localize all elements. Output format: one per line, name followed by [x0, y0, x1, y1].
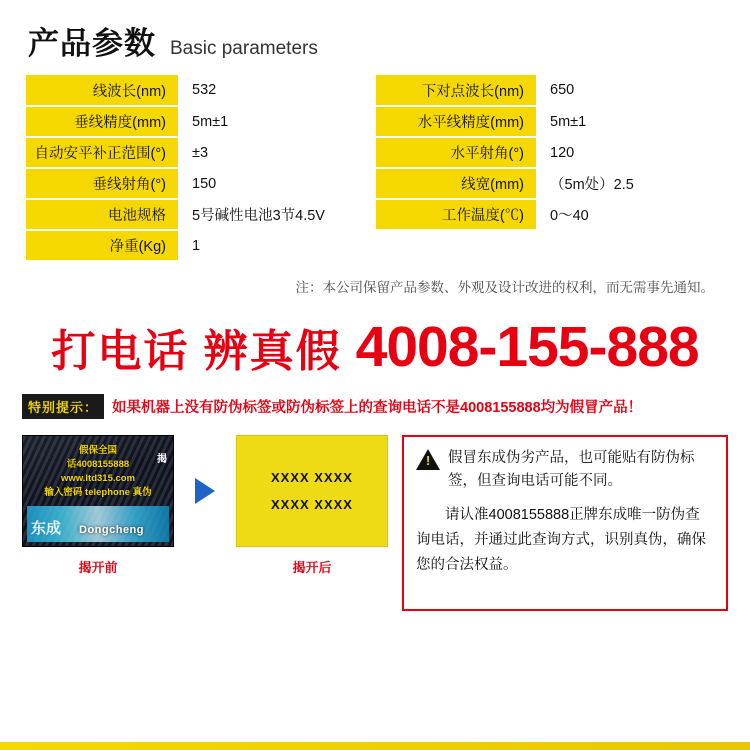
- sticker-line: 输入密码 telephone 真伪: [44, 487, 152, 498]
- sticker-line: 话4008155888: [66, 459, 130, 470]
- spec-value: 532: [178, 75, 376, 106]
- spec-key: 自动安平补正范围(°): [26, 137, 178, 168]
- page-header: [0, 0, 750, 67]
- warning-heading: [416, 447, 714, 493]
- sticker-text-lines: [23, 444, 173, 500]
- spec-value: ±3: [178, 137, 376, 168]
- spec-table-left: [26, 75, 376, 262]
- spec-value: 5号碱性电池3节4.5V: [178, 199, 376, 230]
- table-row: [26, 230, 376, 261]
- disclaimer-note: 注：本公司保留产品参数、外观及设计改进的权利，而无需事先通知。: [295, 280, 714, 295]
- table-row: [376, 137, 726, 168]
- security-sticker-before: [22, 435, 174, 547]
- hotline-slogan: 打电话 辨真假: [51, 327, 342, 376]
- spec-value: 1: [178, 230, 376, 261]
- hotline-number: 4008-155-888: [355, 315, 699, 379]
- table-row: [376, 168, 726, 199]
- spec-value: 650: [536, 75, 726, 106]
- spec-key: 水平射角(°): [376, 137, 536, 168]
- brand-logo-cn: 东成: [31, 520, 62, 537]
- sticker-line: www.ltd315.com: [60, 473, 136, 484]
- spec-value: 0～40: [536, 199, 726, 230]
- sticker-line: 假保全国: [78, 445, 117, 456]
- spec-value: 5m±1: [536, 106, 726, 137]
- label-after-column: [236, 435, 388, 576]
- bottom-accent-strip: [0, 742, 750, 750]
- table-row: [376, 199, 726, 230]
- code-line: XXXX XXXX: [271, 497, 353, 512]
- caption-before: 揭开前: [78, 560, 118, 575]
- arrow-icon: [188, 435, 222, 547]
- spec-value: 120: [536, 137, 726, 168]
- code-line: XXXX XXXX: [271, 470, 353, 485]
- table-row: [376, 106, 726, 137]
- spec-key: 垂线精度(mm): [26, 106, 178, 137]
- label-demo: [22, 435, 388, 576]
- table-row-spacer: [376, 230, 726, 261]
- spec-tables: [0, 67, 750, 262]
- spec-key: 净重(Kg): [26, 230, 178, 261]
- warning-box: [402, 435, 728, 611]
- spec-key: 垂线射角(°): [26, 168, 178, 199]
- warning-text-secondary: 请认准4008155888正牌东成唯一防伪查询电话，并通过此查询方式，识别真伪，确保您的合法权益。: [416, 507, 706, 573]
- spec-value: 5m±1: [178, 106, 376, 137]
- spec-key: 下对点波长(nm): [376, 75, 536, 106]
- brand-logo-en: Dongcheng: [79, 524, 144, 536]
- page-title: 产品参数: [28, 26, 156, 61]
- spec-value: （5m处）2.5: [536, 168, 726, 199]
- label-before-column: [22, 435, 174, 576]
- spec-key: 线波长(nm): [26, 75, 178, 106]
- hotline-banner: [0, 314, 750, 380]
- spec-value: 150: [178, 168, 376, 199]
- table-row: [26, 106, 376, 137]
- table-row: [26, 75, 376, 106]
- caption-after: 揭开后: [292, 560, 332, 575]
- table-row: [376, 75, 726, 106]
- tip-badge: 特别提示：: [22, 394, 104, 419]
- warning-triangle-icon: [416, 449, 440, 470]
- security-sticker-after: [236, 435, 388, 547]
- warning-text-primary: 假冒东成伪劣产品，也可能贴有防伪标签，但查询电话可能不同。: [448, 450, 695, 489]
- special-tip: [0, 394, 750, 419]
- sticker-peel-label: 揭: [157, 454, 167, 465]
- table-row: [26, 168, 376, 199]
- page-subtitle: Basic parameters: [170, 38, 318, 59]
- spec-key: 工作温度(℃): [376, 199, 536, 230]
- spacer-cell: [376, 230, 536, 261]
- spec-key: 电池规格: [26, 199, 178, 230]
- table-row: [26, 137, 376, 168]
- table-row: [26, 199, 376, 230]
- spec-key: 线宽(mm): [376, 168, 536, 199]
- spec-table-right: [376, 75, 726, 262]
- tip-text: 如果机器上没有防伪标签或防伪标签上的查询电话不是4008155888均为假冒产品！: [112, 400, 643, 416]
- anti-counterfeit-section: [0, 435, 750, 611]
- spec-key: 水平线精度(mm): [376, 106, 536, 137]
- spacer-cell: [536, 230, 726, 261]
